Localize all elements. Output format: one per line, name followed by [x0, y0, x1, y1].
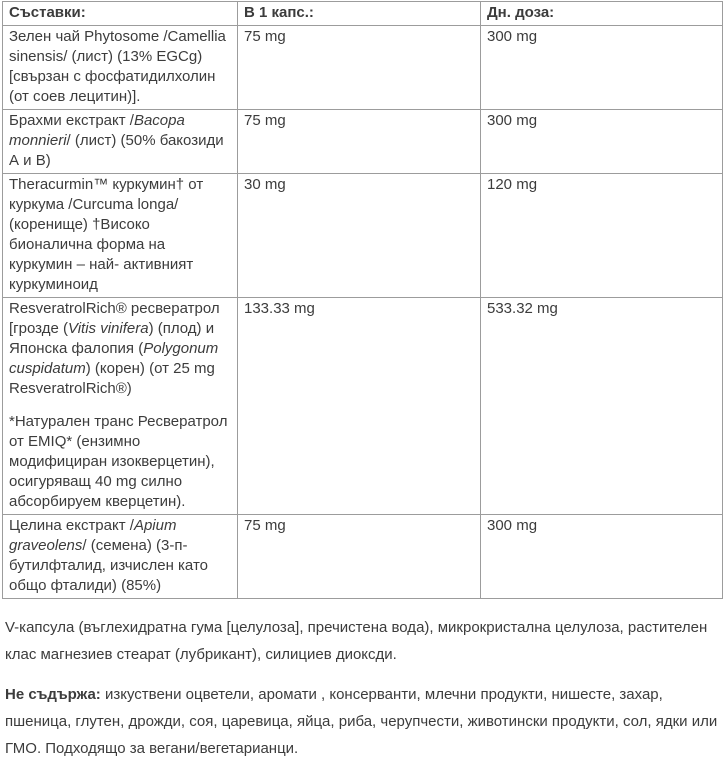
ingredient-cell-resveratrolrich-resveratrol: ResveratrolRich® ресвератрол [грозде (Vitis vinifera) (плод) и Японска фалопия (Polygonum cuspidatum) (корен) (от 25 mg ResveratrolRich®) *Натурален транс Ресвератрол от EMIQ* (ензимно модифициран изокверцетин), осигуряващ 40 mg силно абсорбируем кверцетин).: [3, 298, 238, 515]
does-not-contain-label: Не съдържа:: [5, 686, 101, 703]
table-row-celery-extract: [3, 515, 723, 599]
per-capsule-value-celery-extract: 75 mg: [238, 515, 481, 599]
daily-dose-value-brahmi-extract: 300 mg: [481, 110, 723, 174]
per-capsule-value-brahmi-extract: 75 mg: [238, 110, 481, 174]
ingredient-cell-theracurmin-curcumin: Theracurmin™ куркумин† от куркума /Curcuma longa/ (коренище) †Високо бионалична форма на куркумин – най- активният куркуминоид: [3, 174, 238, 298]
table-row-brahmi-extract: [3, 110, 723, 174]
ingredient-cell-celery-extract: Целина екстракт /Apium graveolens/ (семена) (3-п-бутилфталид, изчислен като общо фталиди) (85%): [3, 515, 238, 599]
per-capsule-value-resveratrolrich-resveratrol: 133.33 mg: [238, 298, 481, 515]
supplement-facts-table: [2, 1, 723, 599]
does-not-contain-paragraph: [5, 681, 722, 762]
per-capsule-value-theracurmin-curcumin: 30 mg: [238, 174, 481, 298]
column-header-per-capsule: В 1 капс.:: [238, 2, 481, 26]
ingredient-cell-brahmi-extract: Брахми екстракт /Bacopa monnieri/ (лист) (50% бакозиди А и В): [3, 110, 238, 174]
per-capsule-value-green-tea-phytosome: 75 mg: [238, 26, 481, 110]
does-not-contain-text: изкуствени оцветели, аромати , консерванти, млечни продукти, нишесте, захар, пшеница, глутен, дрожди, соя, царевица, яйца, риба, черупчести, животински продукти, сол, ядки или ГМО. Подходящо за вегани/вегетарианци.: [5, 686, 718, 757]
table-header-row: [3, 2, 723, 26]
column-header-daily-dose: Дн. доза:: [481, 2, 723, 26]
table-body: [3, 26, 723, 599]
daily-dose-value-green-tea-phytosome: 300 mg: [481, 26, 723, 110]
daily-dose-value-theracurmin-curcumin: 120 mg: [481, 174, 723, 298]
footer-notes: [2, 614, 724, 762]
other-ingredients-text: V-капсула (въглехидратна гума [целулоза], пречистена вода), микрокристална целулоза, растителен клас магнезиев стеарат (лубрикант), силициев диоксди.: [5, 619, 708, 663]
table-row-theracurmin-curcumin: [3, 174, 723, 298]
column-header-ingredients: Съставки:: [3, 2, 238, 26]
table-row-green-tea-phytosome: [3, 26, 723, 110]
daily-dose-value-resveratrolrich-resveratrol: 533.32 mg: [481, 298, 723, 515]
ingredient-cell-green-tea-phytosome: Зелен чай Phytosome /Camellia sinensis/ (лист) (13% EGCg) [свързан с фосфатидилхолин (от соев лецитин)].: [3, 26, 238, 110]
table-row-resveratrolrich-resveratrol: [3, 298, 723, 515]
daily-dose-value-celery-extract: 300 mg: [481, 515, 723, 599]
